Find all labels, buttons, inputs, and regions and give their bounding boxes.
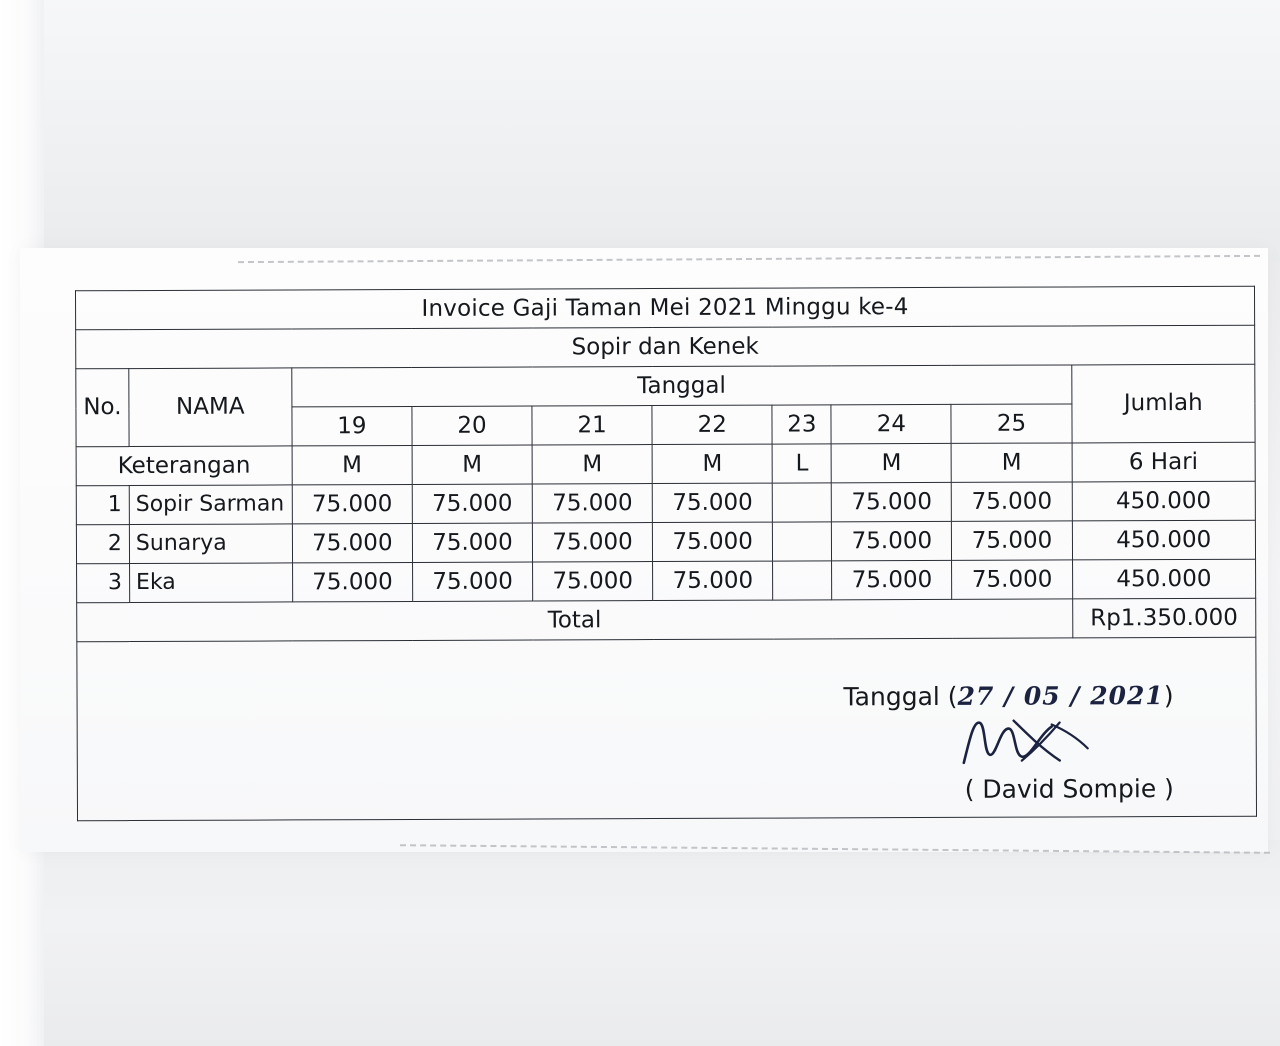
header-no: No. xyxy=(76,369,129,447)
row-amount-22: 75.000 xyxy=(652,483,772,522)
header-date-20: 20 xyxy=(412,406,532,445)
daycode-24: M xyxy=(831,443,951,482)
header-date-22: 22 xyxy=(652,405,772,444)
row-amount-22: 75.000 xyxy=(653,561,773,600)
row-amount-21: 75.000 xyxy=(533,562,653,601)
total-row xyxy=(77,598,1256,642)
daycode-25: M xyxy=(952,443,1072,482)
row-amount-19: 75.000 xyxy=(292,484,412,523)
row-amount-19: 75.000 xyxy=(292,523,412,562)
signature-name: ( David Sompie ) xyxy=(964,774,1174,805)
signature-date-line xyxy=(843,682,1173,712)
row-nama: Eka xyxy=(129,563,292,603)
invoice-table-container xyxy=(75,286,1257,822)
row-nama: Sopir Sarman xyxy=(129,485,292,525)
row-amount-20: 75.000 xyxy=(412,562,532,601)
row-no: 1 xyxy=(76,486,129,525)
header-jumlah: Jumlah xyxy=(1071,364,1255,443)
header-nama: NAMA xyxy=(129,368,292,447)
header-row-primary xyxy=(76,364,1255,408)
title-row xyxy=(75,286,1254,330)
signature-area xyxy=(77,637,1257,821)
daycode-23: L xyxy=(772,444,831,483)
row-jumlah: 450.000 xyxy=(1072,481,1256,521)
total-value: Rp1.350.000 xyxy=(1072,598,1256,638)
row-amount-23 xyxy=(773,522,832,561)
row-amount-20: 75.000 xyxy=(412,523,532,562)
row-amount-25: 75.000 xyxy=(952,521,1072,560)
daycode-19: M xyxy=(292,445,412,484)
row-amount-22: 75.000 xyxy=(653,522,773,561)
row-amount-23 xyxy=(773,483,832,522)
daycode-20: M xyxy=(412,445,532,484)
header-date-19: 19 xyxy=(292,406,412,445)
document-subtitle: Sopir dan Kenek xyxy=(76,325,1255,369)
table-row xyxy=(77,559,1256,603)
handwritten-signature-icon xyxy=(956,708,1106,771)
table-row xyxy=(76,520,1255,564)
signature-date-label: Tanggal ( xyxy=(843,681,958,712)
row-amount-25: 75.000 xyxy=(952,482,1072,521)
signature-date-handwritten: 27 / 05 / 2021 xyxy=(957,681,1164,711)
document-title: Invoice Gaji Taman Mei 2021 Minggu ke-4 xyxy=(75,286,1254,330)
row-amount-20: 75.000 xyxy=(412,484,532,523)
row-nama: Sunarya xyxy=(129,524,292,564)
table-row xyxy=(76,481,1255,525)
days-worked-label: 6 Hari xyxy=(1072,442,1256,482)
background-upper xyxy=(0,0,1280,262)
keterangan-row xyxy=(76,442,1255,486)
header-date-24: 24 xyxy=(831,404,951,443)
header-date-21: 21 xyxy=(532,406,652,445)
invoice-table xyxy=(75,286,1257,822)
row-amount-21: 75.000 xyxy=(532,523,652,562)
subtitle-row xyxy=(76,325,1255,369)
daycode-22: M xyxy=(652,444,772,483)
signature-date-close: ) xyxy=(1163,681,1174,711)
header-date-25: 25 xyxy=(951,404,1071,443)
row-amount-25: 75.000 xyxy=(952,560,1072,599)
background-lower xyxy=(0,840,1280,1046)
row-jumlah: 450.000 xyxy=(1072,559,1256,599)
header-tanggal: Tanggal xyxy=(292,365,1072,407)
row-no: 2 xyxy=(76,525,129,564)
signature-row xyxy=(77,637,1257,821)
row-amount-21: 75.000 xyxy=(532,484,652,523)
row-amount-24: 75.000 xyxy=(832,560,952,599)
row-amount-19: 75.000 xyxy=(292,562,412,601)
header-date-23: 23 xyxy=(772,405,831,444)
row-no: 3 xyxy=(77,564,130,603)
total-label: Total xyxy=(77,599,1073,642)
row-amount-24: 75.000 xyxy=(832,521,952,560)
label-keterangan: Keterangan xyxy=(76,446,292,486)
daycode-21: M xyxy=(532,445,652,484)
row-amount-24: 75.000 xyxy=(832,482,952,521)
row-amount-23 xyxy=(773,561,832,600)
row-jumlah: 450.000 xyxy=(1072,520,1256,560)
